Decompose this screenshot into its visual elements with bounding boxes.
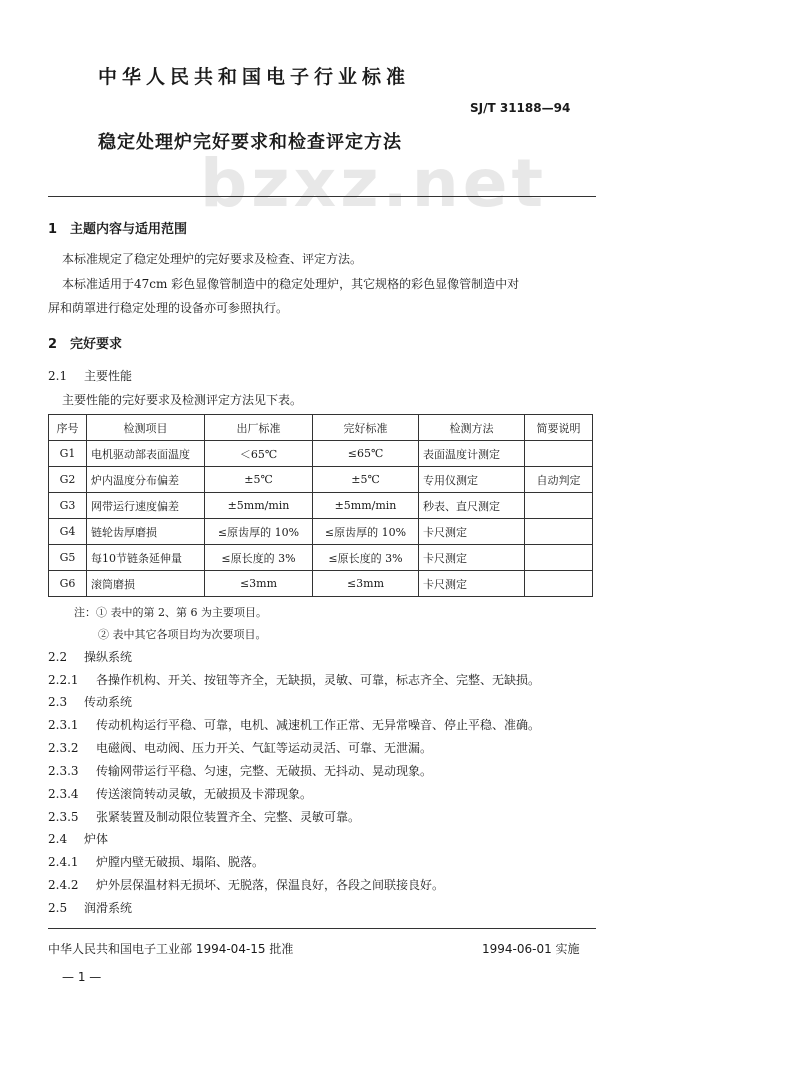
table-row: [49, 441, 593, 467]
cell-factory: ≤3mm: [205, 571, 313, 597]
cell-method: 卡尺测定: [419, 519, 525, 545]
section-2-4-heading: [48, 830, 108, 847]
cell-factory: ≤原长度的 3%: [205, 545, 313, 571]
section-2-4-title: 炉体: [84, 832, 109, 846]
section-2-5-title: 润滑系统: [84, 901, 133, 915]
table-row: [49, 467, 593, 493]
cell-factory: ＜65℃: [205, 441, 313, 467]
section-2-4-2-number: 2.4.2: [48, 878, 79, 892]
section-2-3-4: [48, 785, 312, 802]
document-title: 稳定处理炉完好要求和检查评定方法: [98, 132, 402, 153]
section-2-3-3: [48, 762, 432, 779]
cell-item: 滚筒磨损: [87, 571, 205, 597]
col-header-good: 完好标准: [313, 415, 419, 441]
table-note-prefix: 注：: [74, 606, 96, 619]
page-number: — 1 —: [62, 970, 102, 984]
cell-good: ≤3mm: [313, 571, 419, 597]
cell-id: G6: [49, 571, 87, 597]
cell-method: 卡尺测定: [419, 571, 525, 597]
section-2-2-heading: [48, 648, 132, 665]
cell-item: 电机驱动部表面温度: [87, 441, 205, 467]
cell-note: [525, 441, 593, 467]
header-divider: [48, 196, 596, 197]
section-2-heading: [48, 333, 122, 352]
cell-method: 卡尺测定: [419, 545, 525, 571]
section-1-para-1: 本标准规定了稳定处理炉的完好要求及检查、评定方法。: [62, 252, 363, 266]
implementation-date: 1994-06-01 实施: [482, 942, 580, 956]
table-note-2: ② 表中其它各项目均为次要项目。: [98, 628, 267, 641]
cell-item: 每10节链条延伸量: [87, 545, 205, 571]
section-2-3-5-number: 2.3.5: [48, 810, 79, 824]
cell-id: G1: [49, 441, 87, 467]
section-2-4-1-number: 2.4.1: [48, 855, 79, 869]
table-row: [49, 571, 593, 597]
cell-id: G2: [49, 467, 87, 493]
section-2-3-1: [48, 716, 540, 733]
section-2-2-1: [48, 671, 540, 688]
cell-note: [525, 571, 593, 597]
cell-factory: ±5mm/min: [205, 493, 313, 519]
section-1-para-2-line-1: 本标准适用于47cm 彩色显像管制造中的稳定处理炉，其它规格的彩色显像管制造中对: [62, 277, 520, 291]
table-header-row: [49, 415, 593, 441]
cell-note: [525, 493, 593, 519]
section-2-3-5-text: 张紧装置及制动限位装置齐全、完整、灵敏可靠。: [96, 810, 361, 824]
section-2-1-heading: [48, 367, 132, 384]
section-2-3-2-number: 2.3.2: [48, 741, 79, 755]
section-2-2-number: 2.2: [48, 650, 68, 664]
table-row: [49, 519, 593, 545]
cell-factory: ±5℃: [205, 467, 313, 493]
section-2-3-4-number: 2.3.4: [48, 787, 79, 801]
section-2-3-title: 传动系统: [84, 695, 133, 709]
section-2-4-1: [48, 853, 264, 870]
section-2-3-4-text: 传送滚筒转动灵敏，无破损及卡滞现象。: [96, 787, 313, 801]
footer-divider: [48, 928, 596, 929]
cell-good: ≤原齿厚的 10%: [313, 519, 419, 545]
section-1-number: 1: [48, 222, 58, 237]
cell-note: [525, 545, 593, 571]
cell-id: G4: [49, 519, 87, 545]
section-2-4-2-text: 炉外层保温材料无损坏、无脱落，保温良好，各段之间联接良好。: [96, 878, 445, 892]
standard-number: SJ/T 31188—94: [470, 101, 571, 115]
section-2-1-number: 2.1: [48, 369, 68, 383]
cell-method: 专用仪测定: [419, 467, 525, 493]
section-2-3-3-number: 2.3.3: [48, 764, 79, 778]
approval-line: 中华人民共和国电子工业部 1994-04-15 批准: [48, 942, 294, 956]
section-1-heading: [48, 218, 187, 237]
cell-good: ≤65℃: [313, 441, 419, 467]
section-2-3-2: [48, 739, 432, 756]
section-2-title: 完好要求: [70, 337, 123, 352]
section-2-1-title: 主要性能: [84, 369, 133, 383]
cell-item: 炉内温度分布偏差: [87, 467, 205, 493]
section-2-3-5: [48, 808, 360, 825]
cell-note: [525, 519, 593, 545]
cell-item: 链轮齿厚磨损: [87, 519, 205, 545]
performance-table: [48, 414, 593, 597]
cell-item: 网带运行速度偏差: [87, 493, 205, 519]
section-2-2-1-number: 2.2.1: [48, 673, 79, 687]
standard-category: 中华人民共和国电子行业标准: [98, 66, 411, 88]
table-note-1: [74, 604, 267, 620]
cell-note: 自动判定: [525, 467, 593, 493]
section-2-3-3-text: 传输网带运行平稳、匀速，完整、无破损、无抖动、晃动现象。: [96, 764, 433, 778]
section-2-3-1-number: 2.3.1: [48, 718, 79, 732]
col-header-method: 检测方法: [419, 415, 525, 441]
section-1-title: 主题内容与适用范围: [70, 222, 188, 237]
cell-factory: ≤原齿厚的 10%: [205, 519, 313, 545]
section-2-5-heading: [48, 899, 132, 916]
cell-method: 秒表、直尺测定: [419, 493, 525, 519]
section-2-number: 2: [48, 337, 58, 352]
cell-id: G3: [49, 493, 87, 519]
section-2-1-intro: 主要性能的完好要求及检测评定方法见下表。: [62, 393, 303, 407]
section-2-3-heading: [48, 693, 132, 710]
section-2-4-1-text: 炉膛内壁无破损、塌陷、脱落。: [96, 855, 265, 869]
section-1-para-2-line-2: 屏和荫罩进行稳定处理的设备亦可参照执行。: [48, 301, 289, 315]
section-2-4-number: 2.4: [48, 832, 68, 846]
section-2-2-1-text: 各操作机构、开关、按钮等齐全，无缺损，灵敏、可靠，标志齐全、完整、无缺损。: [96, 673, 541, 687]
section-2-3-1-text: 传动机构运行平稳、可靠，电机、减速机工作正常、无异常噪音、停止平稳、准确。: [96, 718, 541, 732]
table-note-1-text: ① 表中的第 2、第 6 为主要项目。: [96, 606, 267, 619]
cell-good: ±5mm/min: [313, 493, 419, 519]
cell-good: ≤原长度的 3%: [313, 545, 419, 571]
table-row: [49, 545, 593, 571]
cell-method: 表面温度计测定: [419, 441, 525, 467]
cell-good: ±5℃: [313, 467, 419, 493]
watermark: bzxz.net: [200, 145, 548, 222]
section-2-2-title: 操纵系统: [84, 650, 133, 664]
col-header-item: 检测项目: [87, 415, 205, 441]
section-2-3-number: 2.3: [48, 695, 68, 709]
section-2-5-number: 2.5: [48, 901, 68, 915]
section-2-3-2-text: 电磁阀、电动阀、压力开关、气缸等运动灵活、可靠、无泄漏。: [96, 741, 433, 755]
col-header-id: 序号: [49, 415, 87, 441]
table-row: [49, 493, 593, 519]
col-header-note: 简要说明: [525, 415, 593, 441]
section-2-4-2: [48, 876, 444, 893]
cell-id: G5: [49, 545, 87, 571]
col-header-factory: 出厂标准: [205, 415, 313, 441]
